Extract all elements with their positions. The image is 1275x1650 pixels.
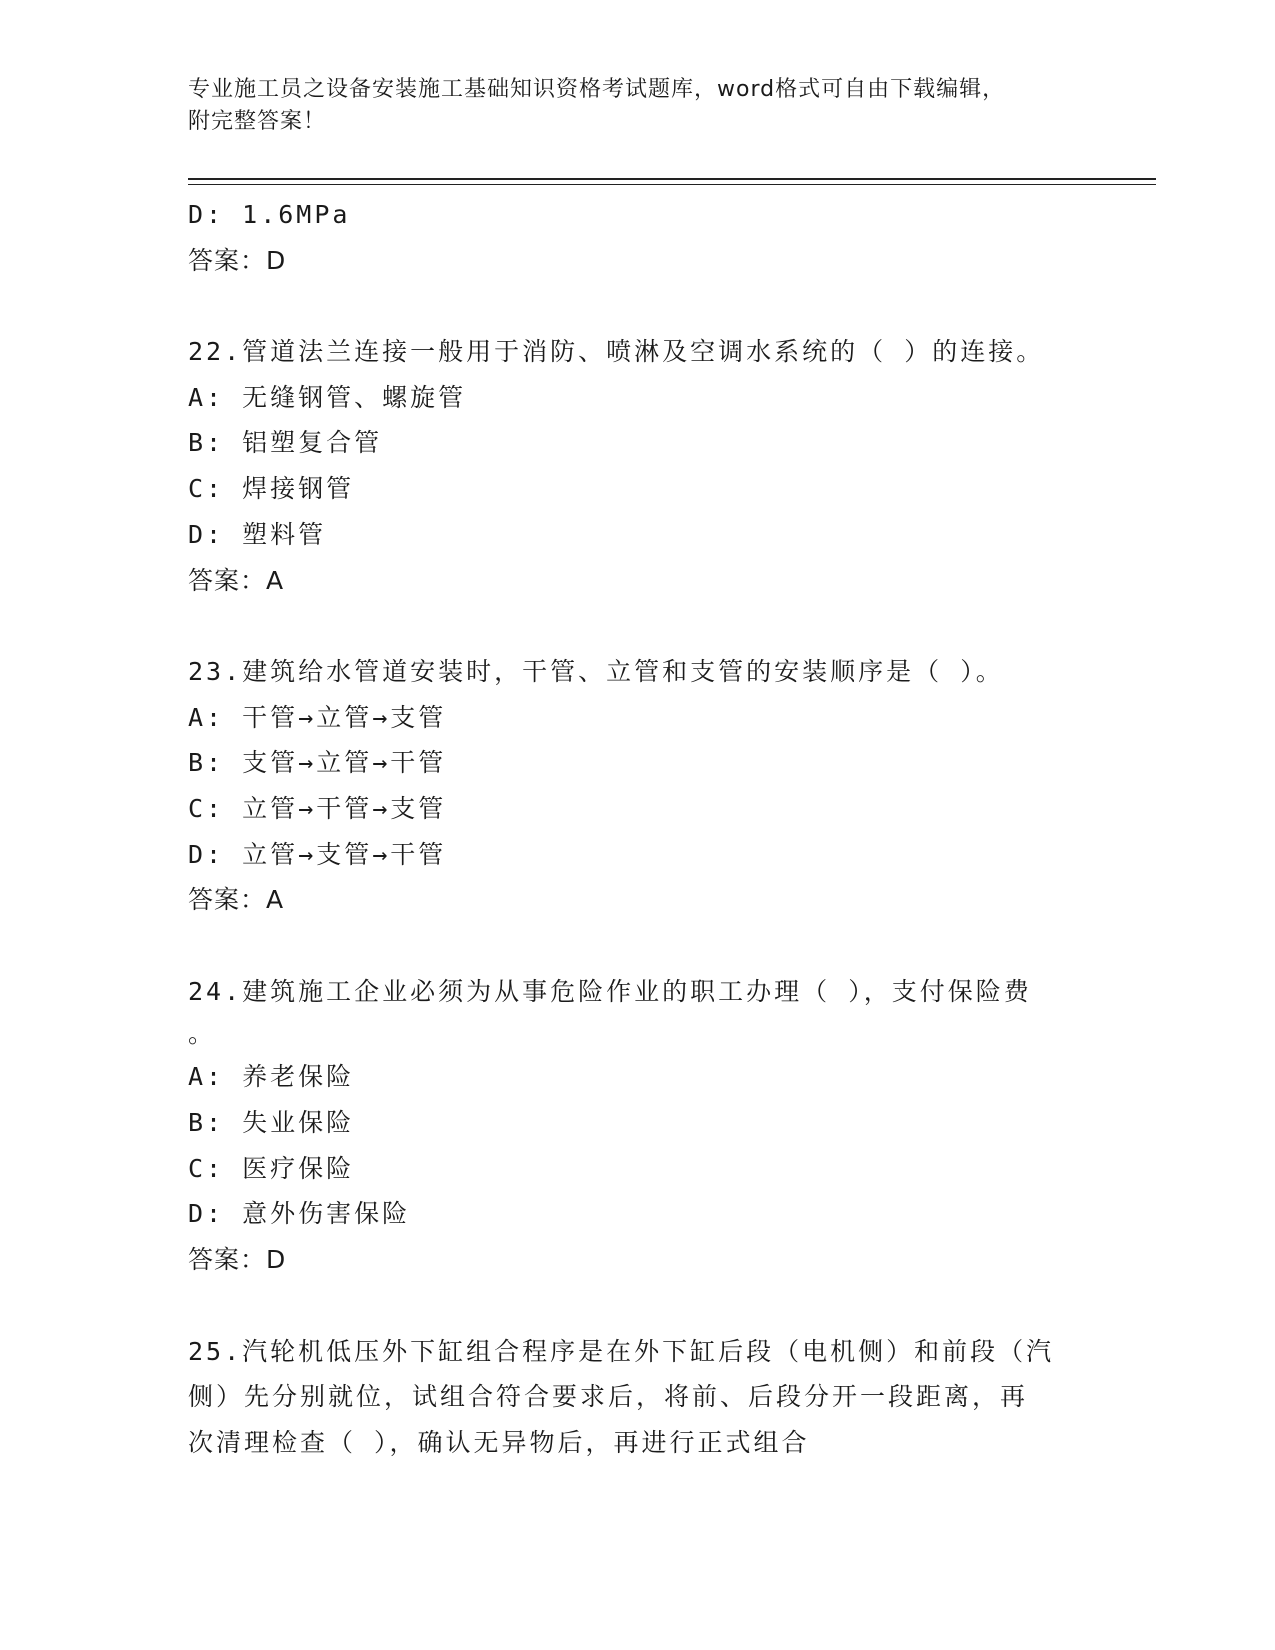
spacer [188, 603, 1088, 649]
option-a: A: 养老保险 [188, 1062, 355, 1092]
option-b: B: 支管→立管→干管 [188, 748, 447, 778]
option-c: C: 立管→干管→支管 [188, 793, 447, 823]
answer-line: 答案：A [188, 885, 285, 915]
option-b: B: 失业保险 [188, 1108, 355, 1138]
option-b: B: 铝塑复合管 [188, 428, 383, 458]
option-d: D: 立管→支管→干管 [188, 839, 447, 869]
question-24 [188, 969, 1088, 1283]
header-line-1: 专业施工员之设备安装施工基础知识资格考试题库，word格式可自由下载编辑， [188, 77, 1006, 102]
question-22 [188, 329, 1088, 603]
answer-line: 答案：D [188, 1245, 287, 1275]
document-header [188, 74, 1088, 138]
stem-line: 24.建筑施工企业必须为从事危险作业的职工办理（ ），支付保险费 [188, 976, 1032, 1006]
question-stem [188, 969, 1088, 1055]
option-a: A: 干管→立管→支管 [188, 702, 447, 732]
question-list [188, 192, 1088, 1466]
option-d: D: 塑料管 [188, 519, 327, 549]
previous-question-tail [188, 192, 1088, 283]
stem-line: 。 [188, 1019, 217, 1049]
header-line-2: 附完整答案！ [188, 109, 327, 134]
option-a: A: 无缝钢管、螺旋管 [188, 382, 467, 412]
question-stem [188, 329, 1088, 375]
spacer [188, 1283, 1088, 1329]
answer-line: 答案：D [188, 245, 287, 275]
question-23 [188, 649, 1088, 923]
stem-line: 侧）先分别就位，试组合符合要求后，将前、后段分开一段距离，再 [188, 1382, 1029, 1412]
answer-line: 答案：A [188, 565, 285, 595]
header-divider-thick [188, 178, 1156, 180]
option-c: C: 焊接钢管 [188, 474, 355, 504]
spacer [188, 283, 1088, 329]
question-25 [188, 1329, 1088, 1466]
option-d: D: 意外伤害保险 [188, 1199, 411, 1229]
option-d: D: 1.6MPa [188, 200, 351, 229]
question-stem [188, 1329, 1088, 1466]
stem-line: 23.建筑给水管道安装时，干管、立管和支管的安装顺序是（ ）。 [188, 656, 1004, 686]
question-stem [188, 649, 1088, 695]
header-divider-thin [188, 184, 1156, 185]
stem-line: 次清理检查（ ），确认无异物后，再进行正式组合 [188, 1427, 810, 1457]
stem-line: 22.管道法兰连接一般用于消防、喷淋及空调水系统的（ ）的连接。 [188, 337, 1045, 367]
stem-line: 25.汽轮机低压外下缸组合程序是在外下缸后段（电机侧）和前段（汽 [188, 1336, 1055, 1366]
spacer [188, 923, 1088, 969]
option-c: C: 医疗保险 [188, 1153, 355, 1183]
